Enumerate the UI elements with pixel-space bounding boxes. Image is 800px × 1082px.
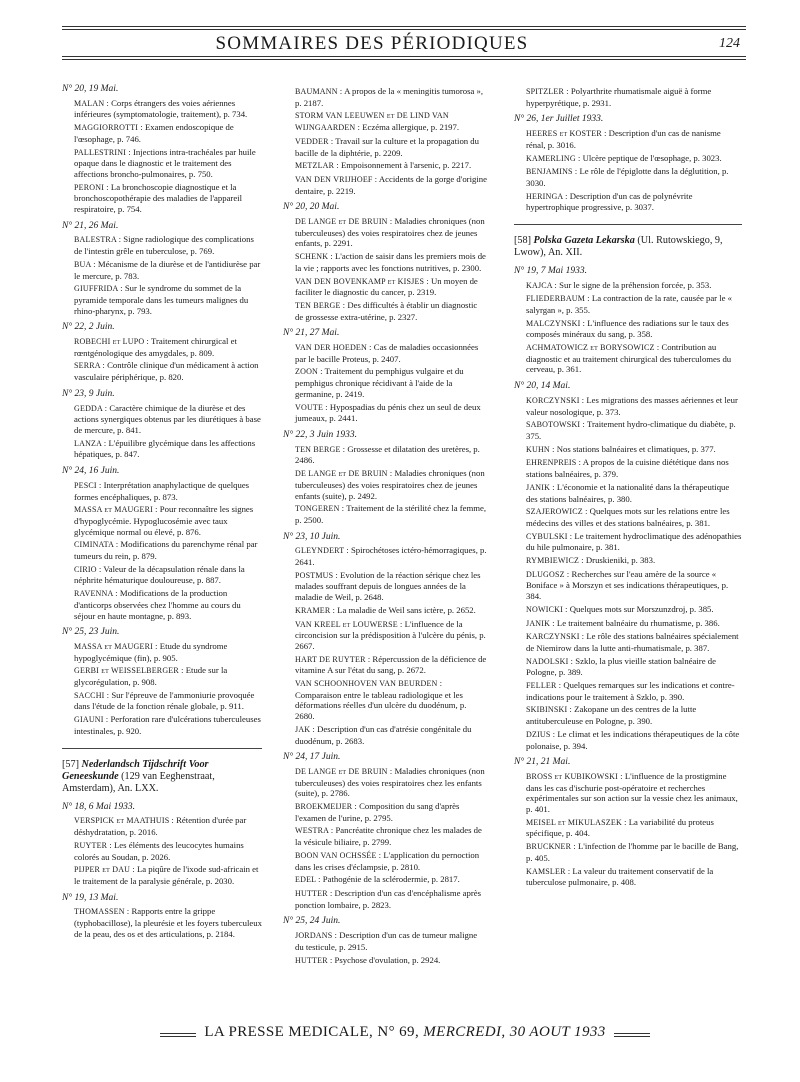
- footer-rule-left-2: [160, 1036, 196, 1037]
- article-entry: [514, 841, 742, 863]
- article-author: HUTTER :: [295, 955, 333, 965]
- article-entry: [62, 564, 262, 586]
- article-title: Spirochétoses ictéro-hémorragiques, p. 2641.: [295, 545, 487, 568]
- article-entry: [62, 504, 262, 537]
- article-title: Maladies chroniques (non tuberculeuses) des voies respiratoires chez les enfants (suite), p. 2786.: [295, 765, 485, 799]
- article-author: CIMINATA :: [74, 540, 119, 550]
- article-title: La bronchoscopie diagnostique et la bronchoscopothérapie des maladies de l'appareil respiratoire, p. 754.: [74, 181, 243, 215]
- article-entry: [283, 342, 487, 364]
- article-title: Traitement hydro-climatique du diabète, p. 375.: [526, 419, 736, 441]
- article-entry: [283, 110, 487, 133]
- header-rule-bottom: [62, 56, 746, 57]
- issue-number: N° 25, 24 Juin.: [283, 916, 341, 927]
- article-entry: [283, 654, 487, 676]
- article-entry: [283, 888, 487, 910]
- article-title: Corps étrangers des voies aériennes inférieures (symptomatologie, traitement), p. 734.: [74, 97, 248, 120]
- article-title: La maladie de Weil sans ictère, p. 2652.: [337, 604, 476, 615]
- article-entry: [62, 690, 262, 712]
- article-author: PESCI :: [74, 480, 102, 490]
- article-entry: [283, 468, 487, 501]
- article-author: RAVENNA :: [74, 589, 118, 599]
- article-title: Le climat et les indications thérapeutiques de la côte polonaise, p. 394.: [526, 728, 740, 751]
- article-entry: [514, 656, 742, 678]
- article-author: MASSA et MAUGERI :: [74, 505, 158, 515]
- issue-number: N° 26, 1er Juillet 1933.: [514, 114, 604, 125]
- article-author: MASSA et MAUGERI :: [74, 641, 158, 651]
- article-author: NADOLSKI :: [526, 656, 574, 666]
- footer-number: N° 69,: [377, 1024, 420, 1040]
- article-title: Perforation rare d'ulcérations tuberculeuses intestinales, p. 920.: [74, 714, 261, 736]
- article-title: Quelques mots sur les relations entre les médecins des villes et des stations balnéaires, p. 381.: [526, 506, 730, 528]
- article-author: VAN DEN BOVENKAMP et KISJES :: [295, 276, 429, 286]
- issue-number: N° 20, 20 Mai.: [283, 202, 340, 213]
- page-title: SOMMAIRES DES PÉRIODIQUES: [215, 33, 529, 54]
- article-author: HART DE RUYTER :: [295, 654, 371, 664]
- article-title: Etude sur la glycorégulation, p. 908.: [74, 665, 228, 688]
- article-entry: [514, 153, 742, 165]
- article-entry: [283, 850, 487, 872]
- issue-number: N° 21, 26 Mai.: [62, 220, 119, 231]
- article-title: Polyarthrite rhumatismale aiguë à forme hyperpyrétique, p. 2931.: [526, 86, 712, 108]
- article-title: Druskieniki, p. 383.: [585, 555, 656, 566]
- article-author: KAJCA :: [526, 280, 557, 290]
- article-author: BALESTRA :: [74, 235, 122, 245]
- article-title: Szklo, la plus vieille station balnéaire de Pologne, p. 389.: [526, 655, 716, 678]
- article-entry: [514, 444, 742, 456]
- article-author: VAN DEN VRIJHOEF :: [295, 174, 378, 184]
- article-author: VERSPICK et MAATHUIS :: [74, 816, 174, 826]
- article-entry: [283, 955, 487, 967]
- journal-address: (129 van Eeghenstraat, Amsterdam), An. LXX.: [62, 770, 215, 795]
- article-author: STORM VAN LEEUWEN et DE LIND VAN WIJNGAARDEN :: [295, 111, 449, 133]
- article-title: Description d'un cas d'atrésie congénitale du duodénum, p. 2683.: [295, 723, 472, 746]
- article-author: PIJPER et DAU :: [74, 865, 135, 875]
- issue-number: N° 25, 23 Juin.: [62, 627, 120, 638]
- article-title: L'infection de l'homme par le bacille de Bang, p. 405.: [526, 841, 739, 863]
- article-entry: [283, 570, 487, 603]
- article-author: MAGGIORROTTI :: [74, 123, 143, 133]
- article-title: Travail sur la culture et la propagation du bacille de la diphtérie, p. 2209.: [295, 135, 479, 158]
- article-title: Pour reconnaître les signes d'hypoglycémie. Hypoglucosémie avec taux glycémique normal ou élevé, p. 876.: [74, 504, 254, 537]
- journal-name: Nederlandsch Tijdschrift Voor Geneeskunde: [62, 758, 209, 782]
- article-author: RYMBIEWICZ :: [526, 556, 584, 566]
- article-author: DZIUS :: [526, 729, 556, 739]
- article-author: TEN BERGE :: [295, 444, 346, 454]
- article-title: Description d'un cas de nanisme rénal, p. 3016.: [526, 128, 721, 150]
- article-entry: [283, 801, 487, 823]
- article-title: Des difficultés à établir un diagnostic de grossesse extra-utérine, p. 2327.: [295, 299, 478, 322]
- article-entry: [514, 419, 742, 441]
- article-entry: [283, 174, 487, 196]
- article-entry: [62, 234, 262, 256]
- article-entry: [62, 336, 262, 358]
- article-entry: [514, 866, 742, 888]
- article-entry: [514, 128, 742, 150]
- article-entry: [62, 283, 262, 316]
- article-author: WESTRA :: [295, 826, 334, 836]
- article-title: Hypospadias du pénis chez un seul de deux jumeaux, p. 2441.: [295, 401, 481, 424]
- article-title: Zakopane un des centres de la lutte antituberculeuse en Pologne, p. 390.: [526, 704, 697, 727]
- article-author: DE LANGE et DE BRUIN :: [295, 766, 393, 776]
- article-entry: [514, 569, 742, 602]
- article-author: EHRENPREIS :: [526, 458, 582, 468]
- article-author: KORCZYNSKI :: [526, 395, 585, 405]
- issue-number: N° 18, 6 Mai 1933.: [62, 801, 135, 812]
- article-entry: [514, 729, 742, 751]
- journal-ref: [58]: [514, 235, 531, 247]
- article-author: HERINGA :: [526, 191, 568, 201]
- article-title: Sur le syndrome du sommet de la pyramide temporale dans les tumeurs malignes du rhino-pharynx, p. 793.: [74, 283, 249, 316]
- article-title: L'action de saisir dans les premiers mois de la vie ; rapports avec les fonctions nutritives, p. 2300.: [295, 251, 486, 273]
- article-entry: [514, 631, 742, 653]
- article-entry: [514, 457, 742, 479]
- article-entry: [62, 714, 262, 736]
- article-title: Pancréatite chronique chez les malades de la vésicule biliaire, p. 2799.: [295, 825, 482, 848]
- column-left: [62, 84, 262, 942]
- journal-ref: [57]: [62, 758, 79, 770]
- article-author: GIAUNI :: [74, 715, 109, 725]
- article-author: TEN BERGE :: [295, 300, 346, 310]
- article-entry: [283, 251, 487, 273]
- article-title: Ulcère peptique de l'œsophage, p. 3023.: [582, 152, 722, 163]
- article-entry: [514, 191, 742, 213]
- article-author: PERONI :: [74, 182, 109, 192]
- article-entry: [283, 160, 487, 172]
- article-title: Rapports entre la grippe (typhobacillose), la pleurésie et les foyers tuberculeux de la peau, des os et des articulations, p. 2184.: [74, 906, 262, 939]
- article-entry: [283, 86, 487, 108]
- article-title: Caractère chimique de la diurèse et des actions synergiques obtenus par les diurétiques à base de mercure, p. 841.: [74, 402, 261, 435]
- journal-heading: [62, 759, 262, 796]
- footer-line: [200, 1024, 610, 1041]
- article-entry: [283, 766, 487, 799]
- article-author: THOMASSEN :: [74, 907, 130, 917]
- article-author: POSTMUS :: [295, 570, 338, 580]
- article-title: Grossesse et dilatation des uretères, p. 2486.: [295, 443, 480, 466]
- issue-number: N° 20, 14 Mai.: [514, 381, 571, 392]
- article-title: Répercussion de la déficience de vitamine A sur l'état du sang, p. 2672.: [295, 653, 487, 676]
- article-title: Injections intra-trachéales par huile opaque dans le diagnostic et le traitement des affections broncho-pulmonaires, p. 750.: [74, 146, 256, 179]
- issue-number: N° 22, 3 Juin 1933.: [283, 429, 357, 440]
- article-title: Les éléments des leucocytes humains colorés au Soudan, p. 2026.: [74, 839, 244, 862]
- article-author: CIRIO :: [74, 564, 102, 574]
- article-author: TONGEREN :: [295, 504, 345, 514]
- article-entry: [62, 98, 262, 120]
- article-entry: [514, 482, 742, 504]
- article-entry: [62, 588, 262, 621]
- article-entry: [283, 678, 487, 722]
- section-divider: [514, 224, 742, 225]
- article-author: BAUMANN :: [295, 87, 343, 96]
- article-author: KAMSLER :: [526, 866, 571, 876]
- article-entry: [283, 930, 487, 952]
- article-author: MALCZYNSKI :: [526, 318, 586, 328]
- article-title: Maladies chroniques (non tuberculeuses) des voies respiratoires chez de jeunes enfants (suite), p. 2492.: [295, 468, 485, 501]
- article-title: Les migrations des masses aériennes et leur valeur nosologique, p. 373.: [526, 394, 738, 417]
- article-title: A propos de la cuisine diététique dans nos stations balnéaires, p. 379.: [526, 457, 729, 480]
- article-title: Cas de maladies occasionnées par le bacille Proteus, p. 2407.: [295, 342, 479, 364]
- article-entry: [283, 874, 487, 886]
- article-title: Maladies chroniques (non tuberculeuses) des voies respiratoires chez de jeunes enfants, p. 2291.: [295, 216, 485, 249]
- article-title: Rétention d'urée par déshydratation, p. 2016.: [74, 815, 247, 838]
- article-title: Psychose d'ovulation, p. 2924.: [334, 954, 441, 965]
- article-author: MEISEL et MIKULASZEK :: [526, 817, 627, 827]
- article-entry: [514, 395, 742, 417]
- article-entry: [514, 318, 742, 340]
- article-author: PALLESTRINI :: [74, 147, 131, 157]
- article-author: BOON VAN OCHSSÉE :: [295, 850, 382, 860]
- article-author: RUYTER :: [74, 840, 112, 850]
- footer-rule-right-2: [614, 1036, 650, 1037]
- article-author: JANIK :: [526, 482, 555, 492]
- article-entry: [62, 147, 262, 180]
- article-title: Comparaison entre le tableau radiologique et les déformations réelles d'un ulcère du duodénum, p. 2680.: [295, 689, 467, 722]
- article-title: Le traitement hydroclimatique des adénopathies du hile pulmonaire, p. 381.: [526, 530, 742, 553]
- journal-address: (Ul. Rutowskiego, 9, Lwow), An. XII.: [514, 235, 723, 259]
- article-author: KUHN :: [526, 444, 555, 454]
- article-author: JAK :: [295, 724, 315, 734]
- article-author: SZAJEROWICZ :: [526, 507, 588, 517]
- article-author: NOWICKI :: [526, 604, 568, 614]
- article-title: Sur l'épreuve de l'ammoniurie provoquée dans l'étude de la fonction rénale globale, p. 911.: [74, 689, 255, 712]
- article-title: Description d'un cas de tumeur maligne du testicule, p. 2915.: [295, 930, 478, 952]
- article-title: Description d'un cas de polynévrite hypertrophique progressive, p. 3037.: [526, 190, 693, 213]
- article-title: Examen endoscopique de l'œsophage, p. 746.: [74, 122, 234, 144]
- article-title: Le traitement balnéaire du rhumatisme, p. 386.: [556, 617, 720, 628]
- article-entry: [62, 815, 262, 837]
- article-entry: [62, 864, 262, 886]
- article-author: SERRA :: [74, 361, 105, 371]
- article-title: Nos stations balnéaires et climatiques, p. 377.: [556, 443, 716, 454]
- article-author: LANZA :: [74, 438, 107, 448]
- article-entry: [514, 342, 742, 375]
- article-entry: [514, 704, 742, 726]
- issue-number: N° 23, 9 Juin.: [62, 388, 115, 399]
- issue-number: N° 22, 2 Juin.: [62, 322, 115, 333]
- article-title: L'économie et la nationalité dans la thérapeutique des stations balnéaires, p. 380.: [526, 481, 730, 504]
- article-author: GERBI et WEISSELBERGER :: [74, 666, 184, 676]
- article-entry: [514, 618, 742, 630]
- issue-number: N° 21, 21 Mai.: [514, 757, 571, 768]
- article-entry: [514, 506, 742, 528]
- article-entry: [62, 906, 262, 939]
- article-entry: [283, 216, 487, 249]
- article-author: GEDDA :: [74, 403, 108, 413]
- article-author: BROSS et KUBIKOWSKI :: [526, 771, 623, 781]
- column-middle: [283, 84, 487, 968]
- article-entry: [62, 480, 262, 502]
- article-entry: [514, 280, 742, 292]
- article-title: Accidents de la gorge d'origine dentaire, p. 2219.: [295, 173, 487, 196]
- article-title: Eczéma allergique, p. 2197.: [362, 122, 460, 133]
- article-author: BUA :: [74, 259, 96, 269]
- article-title: Empoisonnement à l'arsenic, p. 2217.: [340, 160, 472, 171]
- article-title: La valeur du traitement conservatif de la tuberculose pulmonaire, p. 408.: [526, 865, 714, 888]
- article-entry: [283, 619, 487, 652]
- section-divider: [62, 748, 262, 749]
- article-title: Mécanisme de la diurèse et de l'antidiurèse par le mercure, p. 783.: [74, 258, 261, 281]
- issue-number: N° 24, 17 Juin.: [283, 752, 341, 763]
- article-title: Quelques mots sur Morszunzdroj, p. 385.: [569, 603, 714, 614]
- header-rule-bottom-2: [62, 59, 746, 60]
- article-author: METZLAR :: [295, 161, 339, 171]
- article-title: Contribution au diagnostic et au traitement chirurgical des tuberculomes du cerveau, p. 361.: [526, 342, 732, 375]
- article-entry: [62, 641, 262, 663]
- article-author: VAN KREEL et LOUWERSE :: [295, 619, 403, 629]
- article-author: VEDDER :: [295, 136, 334, 146]
- article-author: KRAMER :: [295, 605, 336, 615]
- column-right: [514, 84, 742, 890]
- article-author: SKIBINSKI :: [526, 705, 572, 715]
- article-author: HUTTER :: [295, 889, 333, 898]
- article-author: JANIK :: [526, 618, 555, 628]
- journal-heading: [514, 235, 742, 260]
- article-title: La piqûre de l'ixode sud-africain et le traitement de la paralysie générale, p. 2030.: [74, 864, 259, 886]
- article-title: Traitement chirurgical et rœntgénologique des amygdales, p. 809.: [74, 336, 237, 358]
- article-entry: [514, 817, 742, 839]
- article-title: Valeur de la décapsulation rénale dans la néphrite hématurique douloureuse, p. 887.: [74, 563, 245, 586]
- footer-date: MERCREDI, 30 AOUT 1933: [423, 1024, 606, 1040]
- article-author: HEERES et KOSTER :: [526, 129, 607, 139]
- article-entry: [514, 166, 742, 188]
- article-entry: [62, 360, 262, 382]
- header-rule-top: [62, 26, 746, 27]
- article-author: VAN SCHOONHOVEN VAN BEURDEN :: [295, 679, 443, 689]
- article-author: FLIEDERBAUM :: [526, 294, 590, 304]
- article-title: L'influence des radiations sur le taux des composés minéraux du sang, p. 358.: [526, 317, 729, 340]
- article-title: Le rôle de l'épiglotte dans la déglutition, p. 3030.: [526, 166, 729, 188]
- article-entry: [514, 86, 742, 108]
- article-entry: [514, 771, 742, 815]
- article-title: L'application du pernoction dans les crises d'éclampsie, p. 2810.: [295, 849, 480, 872]
- article-author: DE LANGE et DE BRUIN :: [295, 469, 393, 479]
- footer-rule-right: [614, 1033, 650, 1034]
- issue-number: N° 21, 27 Mai.: [283, 328, 340, 339]
- article-entry: [283, 276, 487, 298]
- article-author: BROEKMEIJER :: [295, 802, 357, 812]
- article-author: SACCHI :: [74, 690, 110, 700]
- article-author: SABOTOWSKI :: [526, 420, 585, 430]
- article-author: GIUFFRIDA :: [74, 284, 123, 294]
- article-author: GLEYNDERT :: [295, 546, 349, 556]
- article-entry: [283, 724, 487, 746]
- article-title: Modifications du parenchyme rénal par tumeurs du rein, p. 879.: [74, 539, 258, 562]
- article-author: VAN DER HOEDEN :: [295, 343, 372, 353]
- journal-name: Polska Gazeta Lekarska: [533, 235, 635, 247]
- article-title: Pathogénie de la sclérodermie, p. 2817.: [322, 874, 460, 885]
- article-entry: [283, 444, 487, 466]
- article-author: VOUTE :: [295, 402, 328, 412]
- article-title: Signe radiologique des complications de l'intestin grêle en tuberculose, p. 769.: [74, 234, 254, 257]
- article-title: Recherches sur l'eau amère de la source « Boniface » à Morszyn et ses indications thérapeutiques, p. 384.: [526, 568, 729, 602]
- article-author: ZOON :: [295, 367, 323, 377]
- article-title: Modifications de la production d'anticorps observées chez l'homme au cours du séjour en haute montagne, p. 893.: [74, 588, 241, 621]
- article-title: Interprétation anaphylactique de quelques formes encéphaliques, p. 873.: [74, 479, 250, 502]
- article-title: Evolution de la réaction sérique chez les malades souffrant depuis de longues années de la maladie de Weil, p. 2648.: [295, 569, 481, 603]
- issue-number: N° 19, 13 Mai.: [62, 892, 119, 903]
- article-entry: [62, 403, 262, 436]
- article-author: MALAN :: [74, 98, 109, 108]
- article-entry: [62, 665, 262, 687]
- article-entry: [283, 366, 487, 399]
- article-title: Sur le signe de la préhension forcée, p. 353.: [559, 279, 712, 290]
- article-entry: [514, 680, 742, 702]
- article-author: BENJAMINS :: [526, 167, 578, 177]
- article-author: ROBECHI et LUPO :: [74, 337, 149, 347]
- article-author: DLUGOSZ :: [526, 569, 570, 579]
- page-number: 124: [719, 36, 740, 51]
- issue-number: N° 23, 10 Juin.: [283, 531, 341, 542]
- article-entry: [62, 122, 262, 144]
- article-title: Traitement du pemphigus vulgaire et du pemphigus chronique récidivant à l'aide de la germanine, p. 2419.: [295, 366, 464, 399]
- article-title: Traitement de la stérilité chez la femme, p. 2500.: [295, 503, 487, 525]
- article-author: BRUCKNER :: [526, 842, 576, 852]
- footer-journal: LA PRESSE MEDICALE,: [204, 1024, 374, 1040]
- article-title: A propos de la « meningitis tumorosa », p. 2187.: [295, 86, 484, 108]
- article-entry: [514, 604, 742, 616]
- article-author: DE LANGE et DE BRUIN :: [295, 217, 393, 227]
- article-title: Contrôle clinique d'un médicament à action vasculaire périphérique, p. 820.: [74, 360, 259, 383]
- article-title: Un moyen de faciliter le diagnostic du cancer, p. 2319.: [295, 275, 478, 298]
- article-author: JORDANS :: [295, 931, 338, 941]
- article-author: KAMERLING :: [526, 153, 581, 163]
- article-title: Composition du sang d'après l'examen de l'urine, p. 2795.: [295, 801, 460, 823]
- article-title: Quelques remarques sur les indications et contre-indications pour le traitement à Szklo, p. 390.: [526, 680, 735, 702]
- article-entry: [283, 402, 487, 424]
- header-rule-top-2: [62, 29, 746, 30]
- article-title: L'influence de la circoncision sur la prédisposition à l'ulcère du pénis, p. 2667.: [295, 618, 486, 651]
- article-author: FELLER :: [526, 681, 562, 691]
- article-author: CYBULSKI :: [526, 531, 573, 541]
- article-entry: [283, 545, 487, 567]
- issue-number: N° 24, 16 Juin.: [62, 466, 120, 477]
- article-entry: [62, 438, 262, 460]
- article-entry: [62, 840, 262, 862]
- article-author: EDEL :: [295, 875, 321, 885]
- article-author: SPITZLER :: [526, 87, 569, 96]
- article-author: SCHENK :: [295, 252, 333, 262]
- article-entry: [62, 182, 262, 215]
- article-title: La contraction de la rate, causée par le « salyrgan », p. 355.: [526, 293, 733, 315]
- footer-rule-left: [160, 1033, 196, 1034]
- article-title: Le rôle des stations balnéaires spécialement de Niemirow dans la lutte anti-rhumatismale, p. 387.: [526, 631, 739, 653]
- article-entry: [283, 136, 487, 158]
- article-author: ACHMATOWICZ et BORYSOWICZ :: [526, 343, 660, 353]
- article-author: KARCZYNSKI :: [526, 632, 585, 642]
- article-entry: [283, 605, 487, 617]
- article-title: Etude du syndrome hypoglycémique (fin), p. 905.: [74, 640, 228, 663]
- article-title: L'épuilibre glycémique dans les affections hépatiques, p. 847.: [74, 437, 256, 460]
- article-title: Description d'un cas d'encéphalisme après ponction lombaire, p. 2823.: [295, 888, 481, 910]
- article-entry: [514, 293, 742, 315]
- issue-number: N° 20, 19 Mai.: [62, 84, 119, 94]
- article-entry: [62, 539, 262, 561]
- article-entry: [62, 259, 262, 281]
- article-entry: [514, 555, 742, 567]
- article-entry: [283, 503, 487, 525]
- article-entry: [283, 300, 487, 322]
- article-title: La variabilité du proteus spécifique, p. 404.: [526, 816, 714, 839]
- issue-number: N° 19, 7 Mai 1933.: [514, 265, 587, 276]
- article-title: L'influence de la prostigmine dans les cas d'ischurie post-opératoire et recherches expérimentales sur son action sur la vessie chez les animaux, p. 401.: [526, 770, 738, 815]
- article-entry: [514, 531, 742, 553]
- article-entry: [283, 825, 487, 847]
